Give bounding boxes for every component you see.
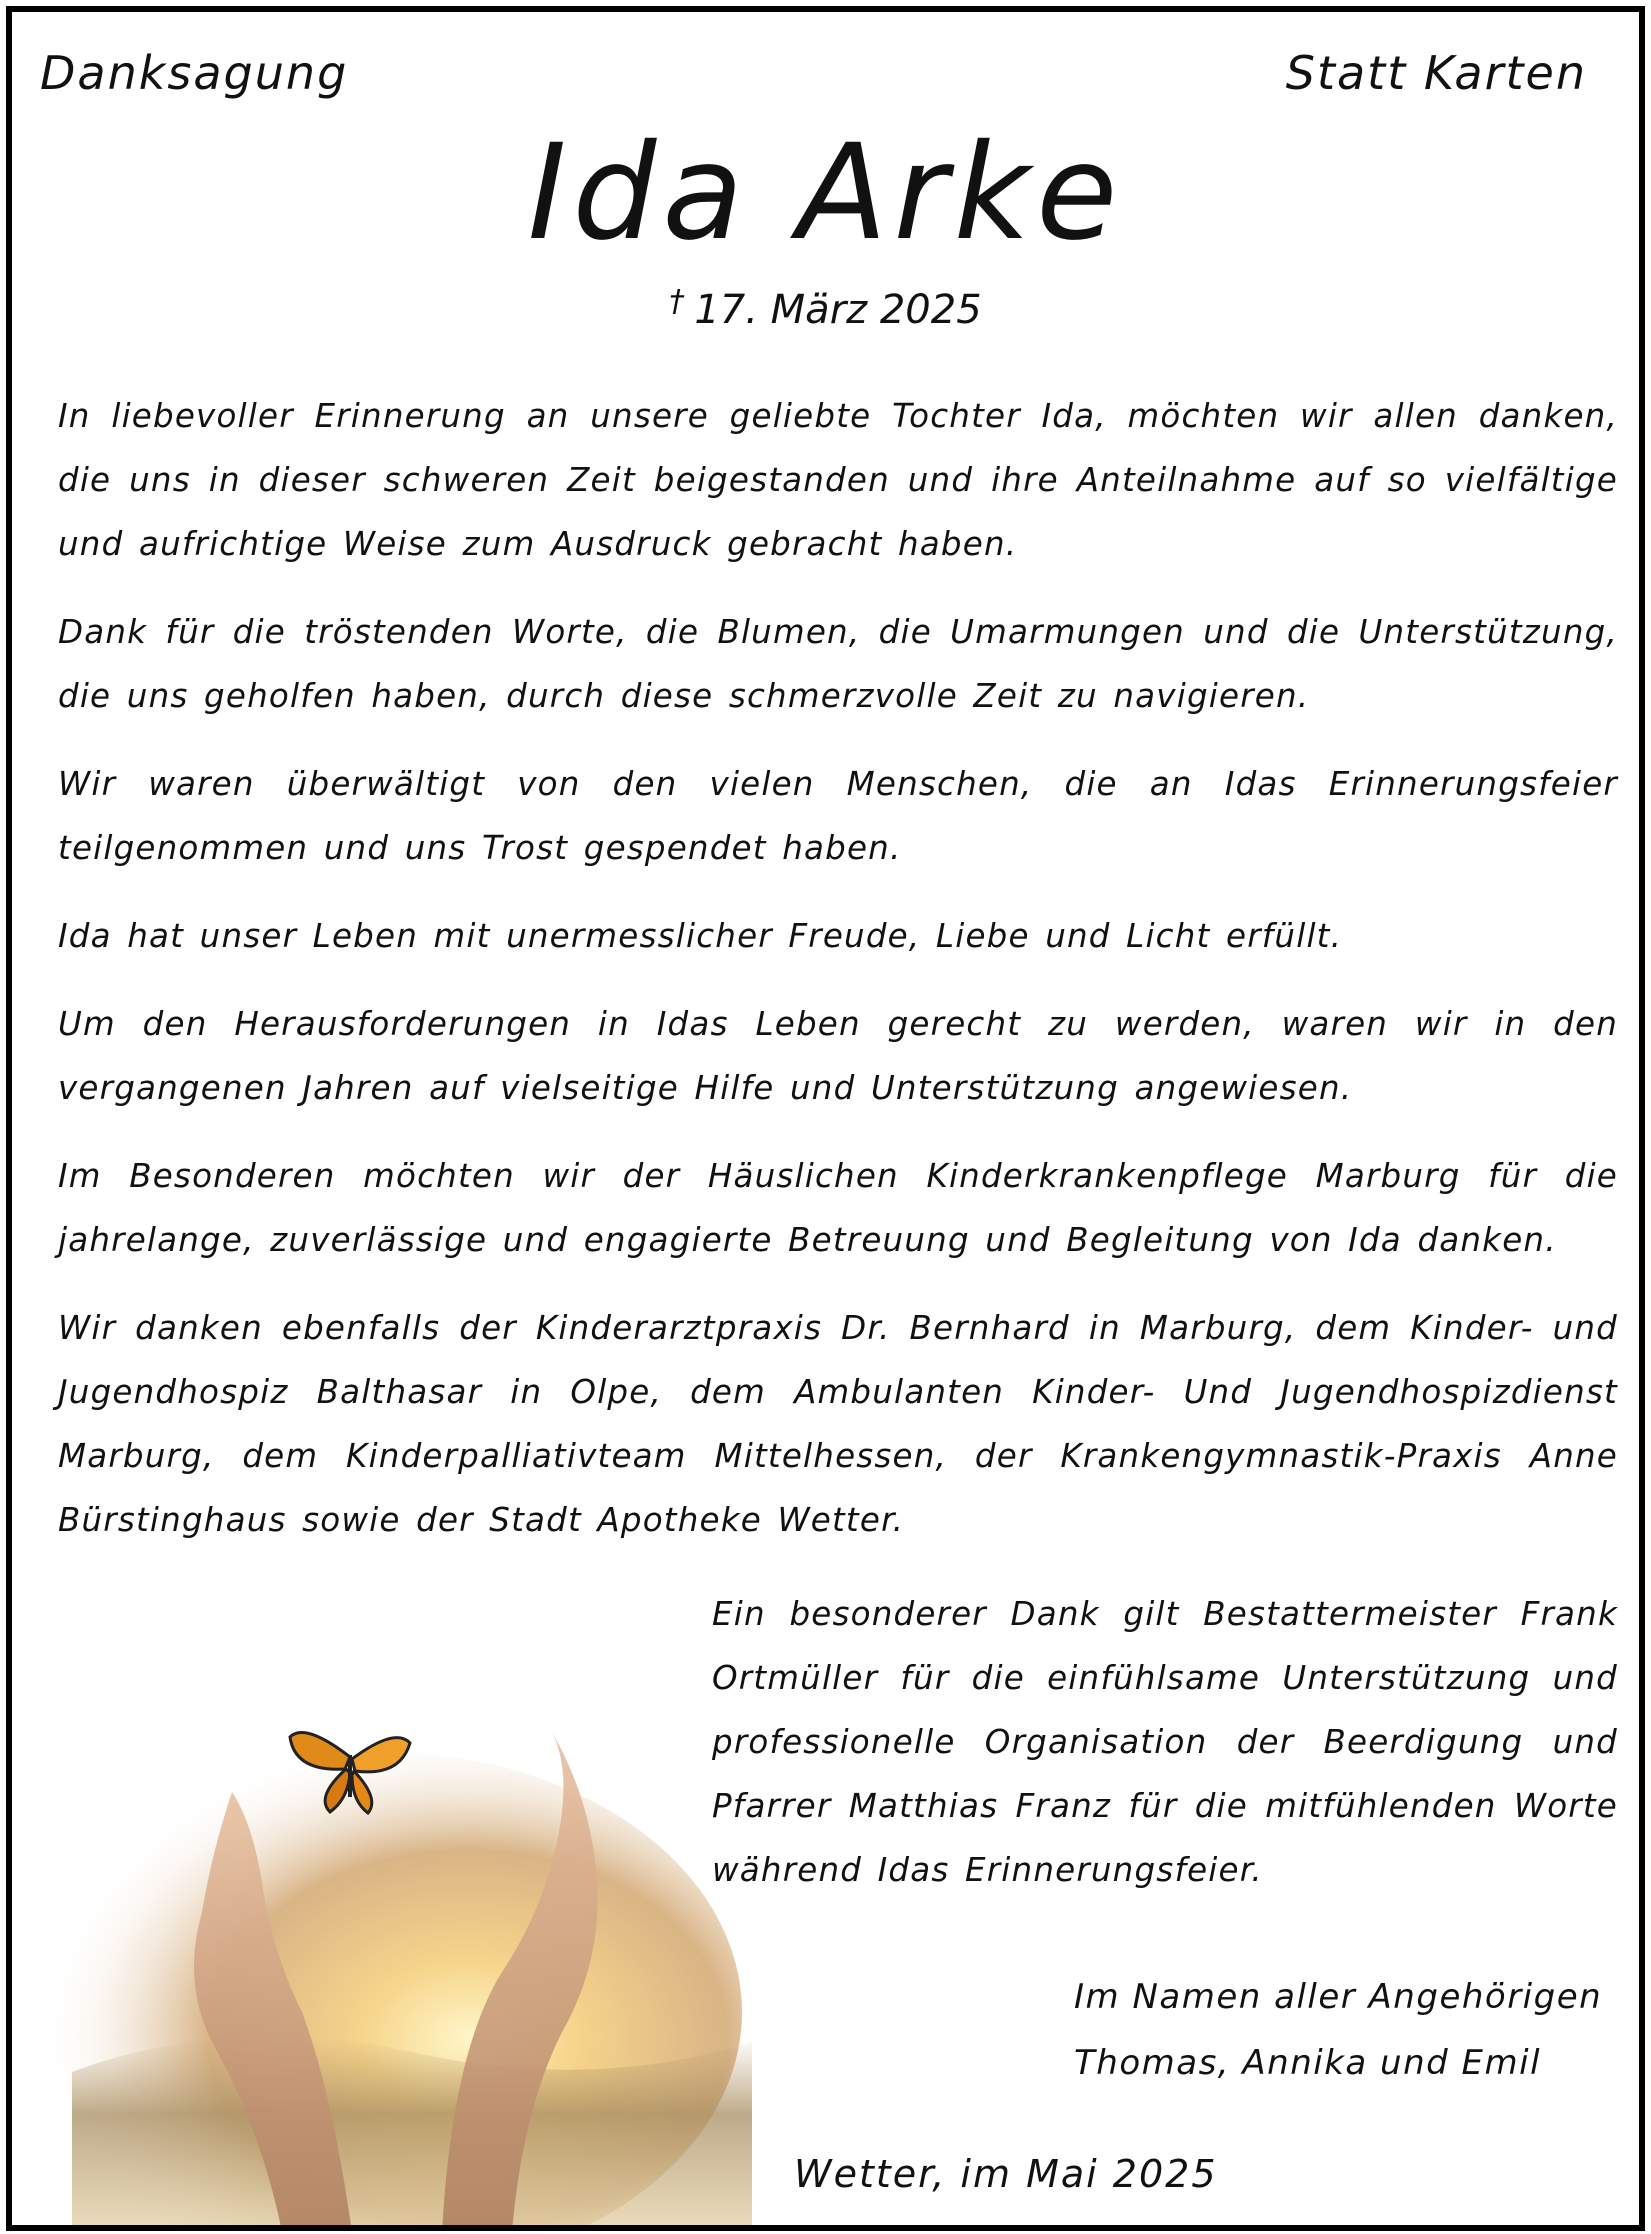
- death-date: 17. März 2025: [694, 287, 982, 333]
- paragraph: Wir waren überwältigt von den vielen Menschen, die an Idas Erinnerungsfeier teilgenommen und uns Trost gespendet haben.: [58, 765, 1618, 867]
- paragraph: Wir danken ebenfalls der Kinderarztpraxis Dr. Bernhard in Marburg, dem Kinder- und Jugendhospiz Balthasar in Olpe, dem Ambulanten Kinder- Und Jugendhospizdienst Marburg, dem Kinderpalliativteam Mittelhessen, der Krankengymnastik-Praxis Anne Bürstinghaus sowie der Stadt Apotheke Wetter.: [58, 1309, 1618, 1539]
- signature-line-1: Im Namen aller Angehörigen: [1074, 1977, 1603, 2017]
- paragraph: Um den Herausforderungen in Idas Leben gerecht zu werden, waren wir in den vergangenen Jahren auf vielseitige Hilfe und Unterstützung angewiesen.: [58, 1005, 1618, 1107]
- special-thanks: Ein besonderer Dank gilt Bestattermeister Frank Ortmüller für die einfühlsame Unterstützung und professionelle Organisation der Beerdigung und Pfarrer Matthias Franz für die mitfühlenden Worte während Idas Erinnerungsfeier.: [712, 1595, 1618, 1889]
- header-statt-karten: Statt Karten: [1285, 46, 1587, 100]
- hands-butterfly-photo: [52, 1712, 752, 2231]
- paragraph: Ida hat unser Leben mit unermesslicher Freude, Liebe und Licht erfüllt.: [58, 917, 1343, 955]
- paragraph: Dank für die tröstenden Worte, die Blumen, die Umarmungen und die Unterstützung, die uns geholfen haben, durch diese schmerzvolle Zeit zu navigieren.: [58, 613, 1618, 715]
- obituary-card: [6, 6, 1645, 2231]
- thanks-text: [58, 384, 1618, 1576]
- paragraph: In liebevoller Erinnerung an unsere geliebte Tochter Ida, möchten wir allen danken, die uns in dieser schweren Zeit beigestanden und ihre Anteilnahme auf so vielfältige und aufrichtige Weise zum Ausdruck gebracht haben.: [58, 397, 1618, 563]
- signature: [1074, 1964, 1602, 2096]
- paragraph: Im Besonderen möchten wir der Häuslichen Kinderkrankenpflege Marburg für die jahrelange, zuverlässige und engagierte Betreuung und Begleitung von Ida danken.: [58, 1157, 1618, 1259]
- cross-icon: †: [669, 284, 685, 319]
- place-date: Wetter, im Mai 2025: [794, 2152, 1218, 2196]
- deceased-name: Ida Arke: [527, 116, 1124, 270]
- death-date-line: [12, 284, 1639, 333]
- signature-line-2: Thomas, Annika und Emil: [1074, 2043, 1542, 2083]
- header-danksagung: Danksagung: [40, 46, 349, 100]
